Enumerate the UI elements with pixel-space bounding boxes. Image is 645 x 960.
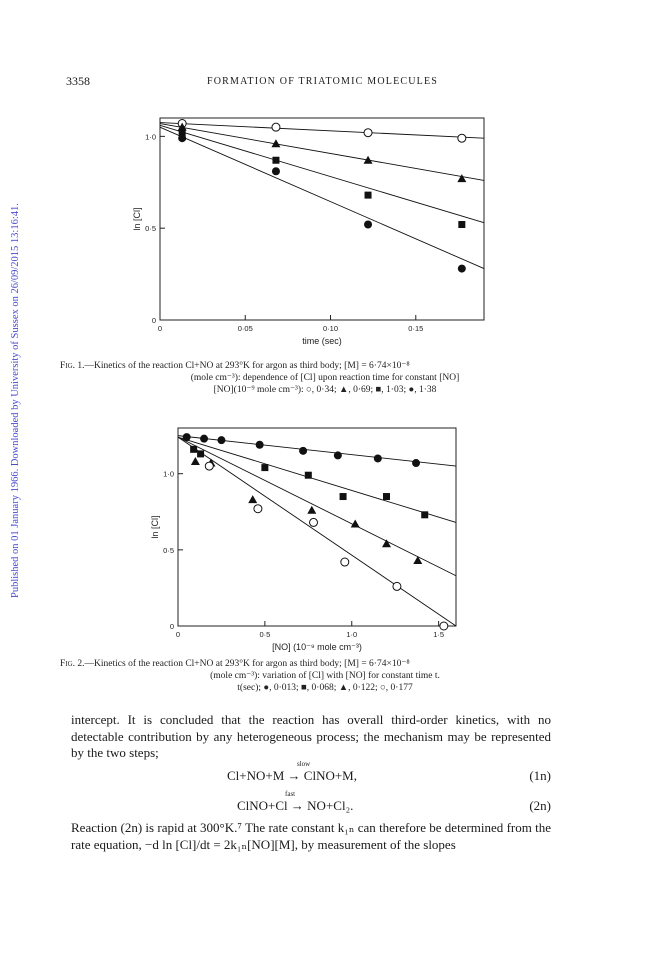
fig2-point-s0-5: [334, 451, 342, 459]
fig2-point-s0-2: [217, 436, 225, 444]
fig1-fit-line-2: [160, 125, 484, 222]
fig1-point-s3-2: [364, 221, 372, 229]
fig2-x-tick-label-3: 1·5: [433, 630, 445, 639]
fig1-x-tick-label-1: 0·05: [237, 324, 253, 333]
fig2-point-s0-4: [299, 447, 307, 455]
fig2-point-s2-3: [307, 506, 316, 514]
equation-2: [71, 790, 551, 816]
fig1-point-s2-3: [458, 221, 465, 228]
figure-1-caption-line2: (mole cm⁻³): dependence of [Cl] upon reaction time for constant [NO]: [190, 373, 460, 383]
equation-1-rate-label: slow: [297, 760, 311, 768]
fig1-point-s1-3: [457, 174, 466, 182]
equation-1-expression: Cl+NO+M → ClNO+M,: [227, 768, 357, 783]
equation-2-number: (2n): [529, 798, 551, 813]
fig2-x-axis-label: [NO] (10⁻⁹ mole cm⁻³): [272, 642, 362, 652]
fig1-point-s0-2: [364, 129, 372, 137]
fig1-point-s2-1: [272, 157, 279, 164]
fig2-y-tick-label-0: 0: [169, 622, 174, 631]
fig2-point-s2-0: [191, 457, 200, 465]
figure-2-caption-line2: (mole cm⁻³): variation of [Cl] with [NO] for constant time t.: [210, 671, 440, 681]
figure-2-caption-label: Fig. 2.: [60, 659, 85, 669]
fig1-point-s3-1: [272, 167, 280, 175]
fig2-point-s0-3: [256, 441, 264, 449]
equation-2-rate-label: fast: [285, 790, 296, 798]
figure-1-caption-line3: [NO](10⁻⁹ mole cm⁻³): ○, 0·34; ▲, 0·69; ■, 1·03; ●, 1·38: [213, 385, 437, 395]
body-paragraph-1: intercept. It is concluded that the reaction has overall third-order kinetics, with no detectable contribution by any heterogeneous process; the mechanism may be represented by the two steps;: [71, 712, 551, 760]
fig1-y-axis-label: ln [Cl]: [132, 207, 142, 231]
fig1-fit-line-1: [160, 124, 484, 181]
fig2-point-s3-4: [393, 582, 401, 590]
fig2-point-s0-1: [200, 435, 208, 443]
fig1-x-tick-label-0: 0: [157, 324, 163, 333]
fig2-y-tick-label-2: 1·0: [163, 469, 174, 479]
fig2-x-tick-label-2: 1·0: [346, 630, 358, 639]
fig2-point-s1-3: [305, 472, 312, 479]
figure-2-caption-line1: —Kinetics of the reaction Cl+NO at 293°K for argon as third body; [M] = 6·74×10⁻⁸: [84, 659, 410, 669]
figure-2-chart: [0, 420, 645, 656]
fig2-point-s3-1: [254, 505, 262, 513]
fig2-point-s3-2: [310, 518, 318, 526]
download-watermark-text: Published on 01 January 1966. Downloaded by University of Sussex on 26/09/2015 13:16:41.: [10, 203, 21, 598]
fig2-point-s1-2: [261, 464, 268, 471]
fig1-fit-line-3: [160, 127, 484, 268]
equation-1: [71, 760, 551, 786]
fig2-x-tick-label-0: 0: [175, 630, 181, 639]
fig1-fit-line-0: [160, 123, 484, 139]
fig2-point-s3-3: [341, 558, 349, 566]
fig1-x-axis-label: time (sec): [302, 336, 342, 346]
fig1-y-tick-label-2: 1·0: [145, 132, 156, 142]
fig1-point-s0-3: [458, 134, 466, 142]
running-title: FORMATION OF TRIATOMIC MOLECULES: [206, 76, 439, 87]
page-number: 3358: [66, 74, 90, 88]
fig1-point-s2-2: [365, 192, 372, 199]
fig2-x-tick-label-1: 0·5: [259, 630, 271, 639]
figure-1-caption-line1: —Kinetics of the reaction Cl+NO at 293°K for argon as third body; [M] = 6·74×10⁻⁸: [84, 361, 410, 371]
fig1-point-s0-1: [272, 123, 280, 131]
fig2-point-s2-6: [413, 556, 422, 564]
equation-2-expression: ClNO+Cl → NO+Cl₂.: [237, 798, 354, 813]
figure-1-caption-label: Fig. 1.: [60, 361, 85, 371]
fig2-point-s2-2: [248, 495, 257, 503]
fig2-fit-line-2: [178, 437, 456, 576]
fig2-point-s3-0: [205, 462, 213, 470]
figure-1-chart: [0, 112, 645, 360]
figure-1-caption: [60, 360, 590, 396]
fig1-y-tick-label-1: 0·5: [145, 224, 156, 234]
fig2-fit-line-1: [178, 437, 456, 522]
fig2-y-axis-label: ln [Cl]: [150, 515, 160, 539]
figure-2-caption: [60, 658, 590, 694]
fig2-point-s1-5: [383, 493, 390, 500]
fig2-point-s0-6: [374, 454, 382, 462]
fig1-x-tick-label-2: 0·10: [323, 324, 339, 333]
fig2-point-s1-6: [421, 511, 428, 518]
body-paragraph-2: Reaction (2n) is rapid at 300°K.⁷ The rate constant k₁ₙ can therefore be determined from the rate equation, −d ln [Cl]/dt = 2k₁ₙ[NO][M], by measurement of the slopes: [71, 820, 551, 852]
fig1-x-tick-label-3: 0·15: [408, 324, 424, 333]
fig1-point-s3-0: [178, 134, 186, 142]
fig2-point-s0-7: [412, 459, 420, 467]
figure-2-caption-line3: t(sec); ●, 0·013; ■, 0·068; ▲, 0·122; ○, 0·177: [237, 683, 413, 693]
fig1-y-tick-label-0: 0: [151, 316, 156, 325]
fig2-y-tick-label-1: 0·5: [163, 545, 174, 555]
fig2-point-s3-5: [440, 622, 448, 630]
fig2-point-s2-5: [382, 539, 391, 547]
fig1-point-s3-3: [458, 265, 466, 273]
fig2-point-s1-4: [340, 493, 347, 500]
equation-1-number: (1n): [529, 768, 551, 783]
